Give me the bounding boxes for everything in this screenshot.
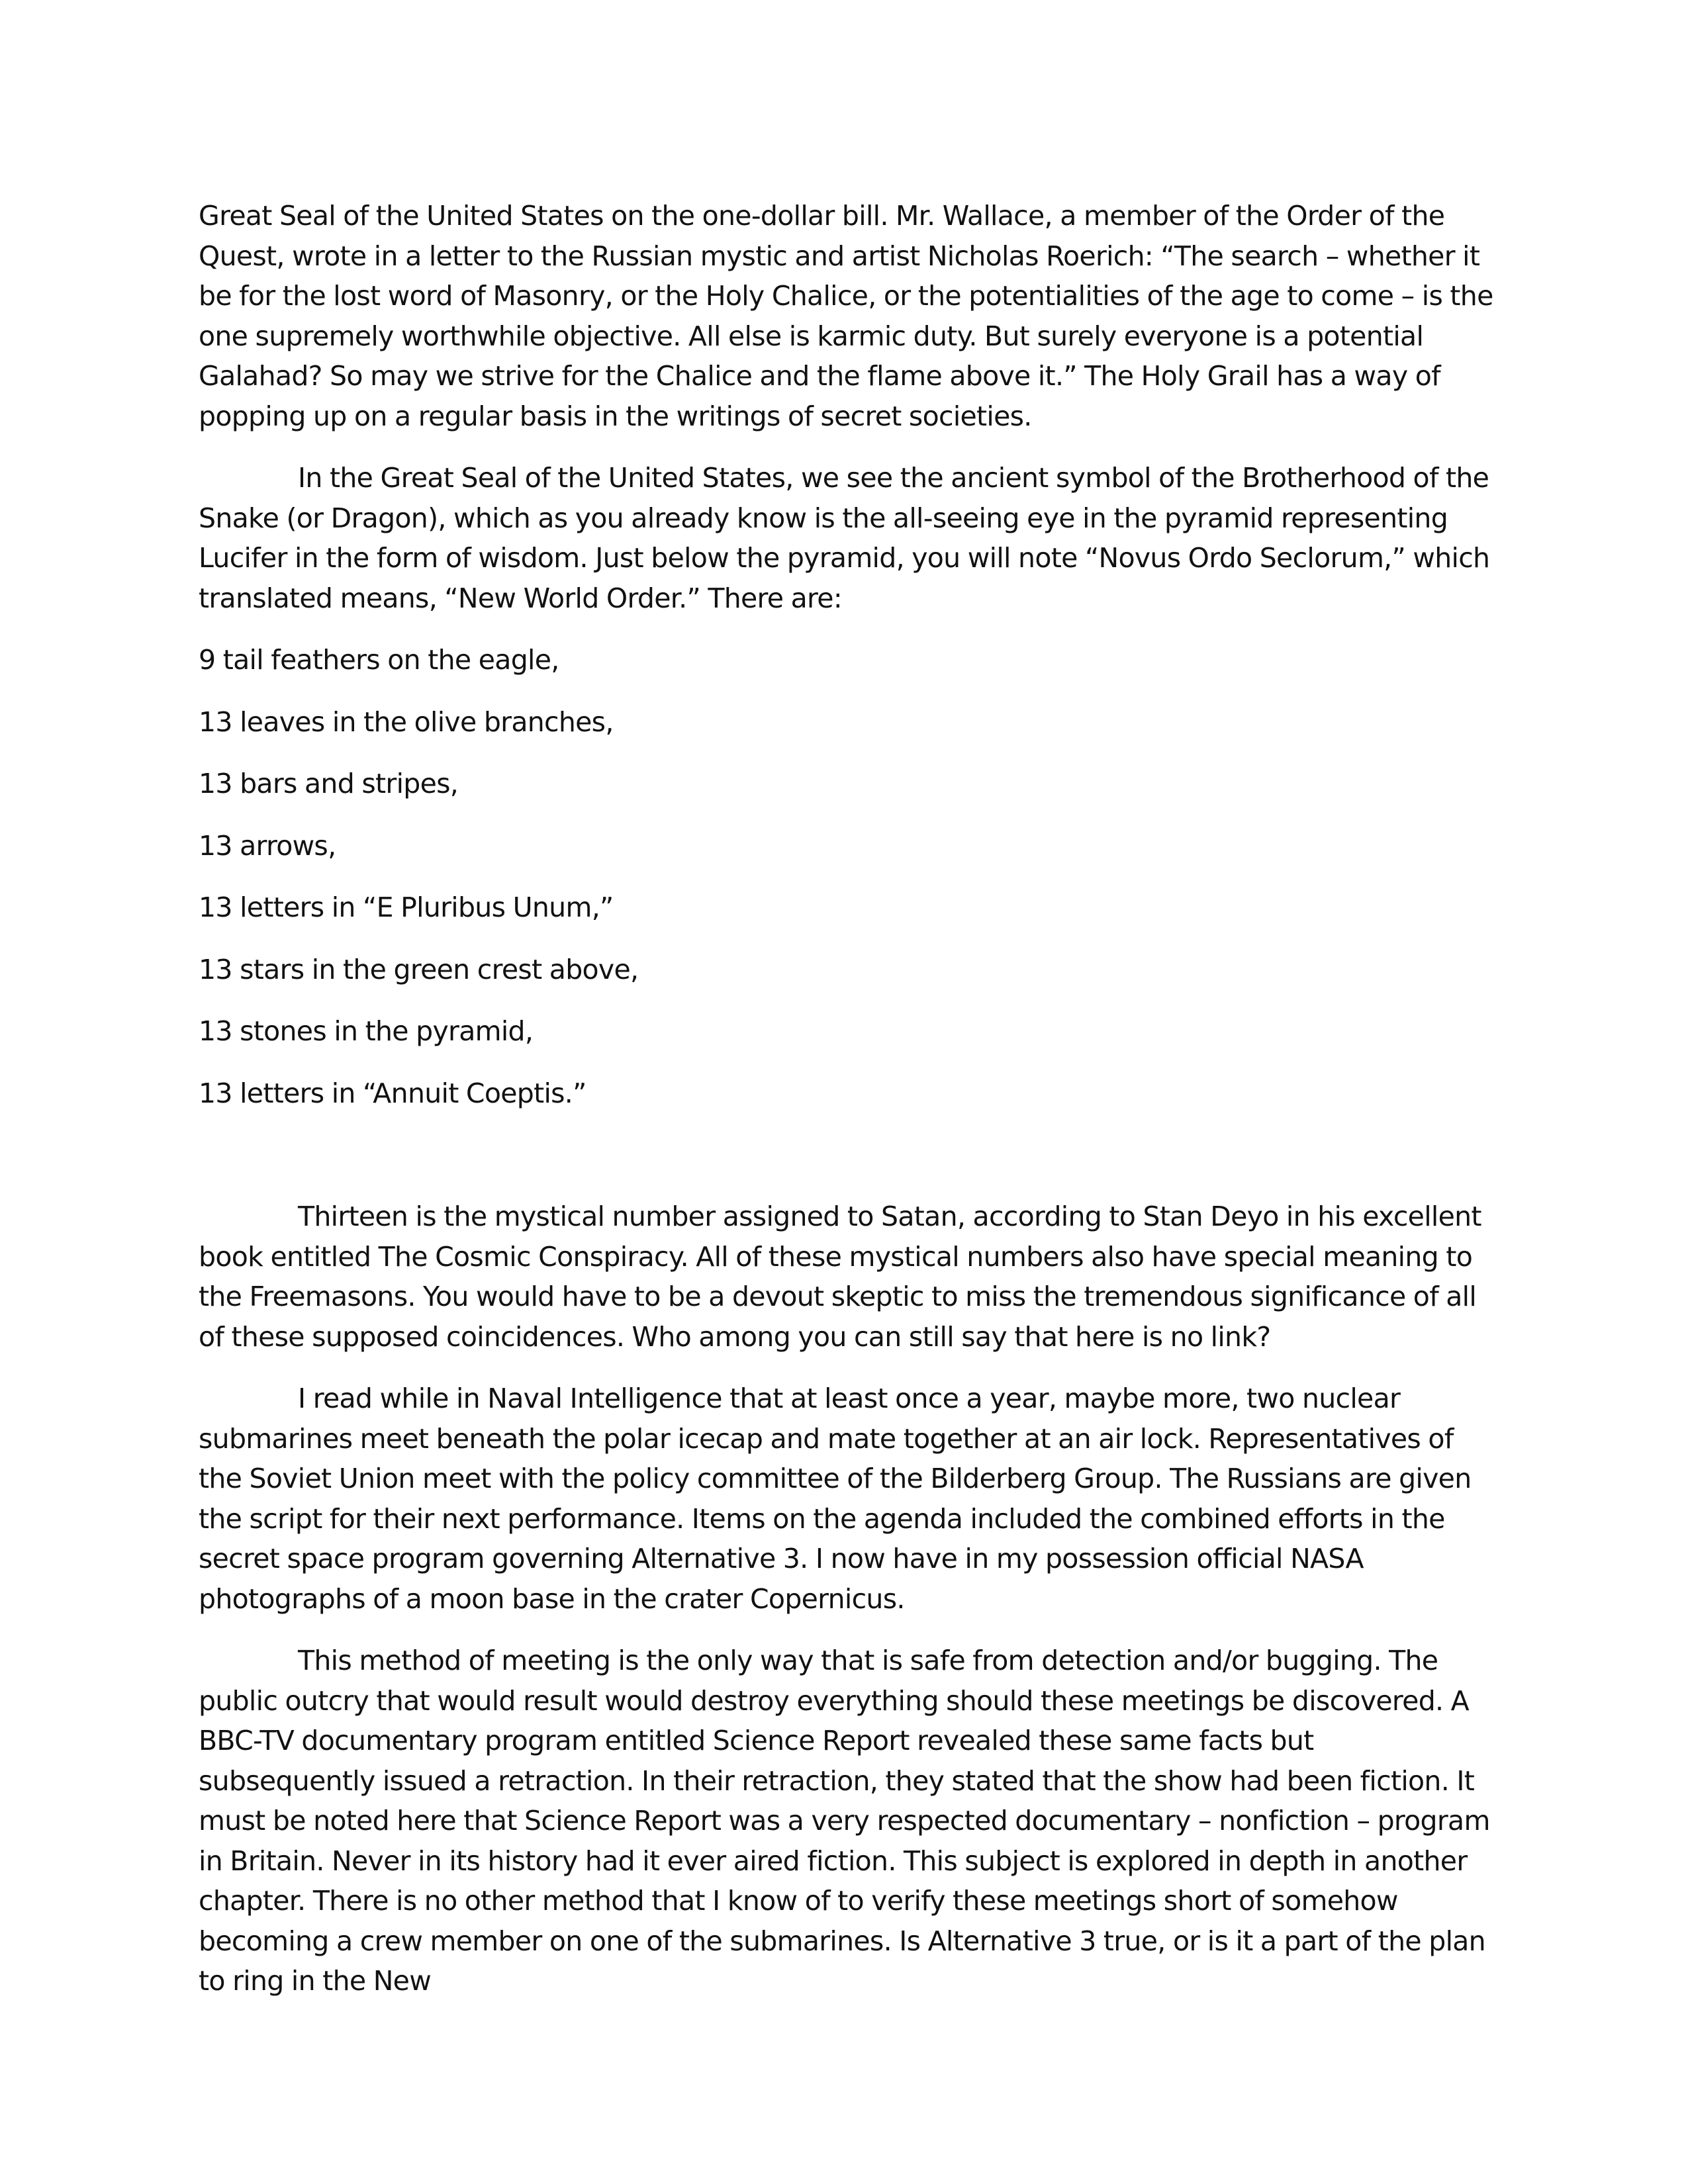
list-item: 13 stars in the green crest above, [199,953,639,985]
thirteen-list [199,640,1496,1113]
list-item: 13 letters in “E Pluribus Unum,” [199,891,614,923]
list-item: 13 letters in “Annuit Coeptis.” [199,1077,586,1109]
paragraph-brotherhood-snake: In the Great Seal of the United States, we see the ancient symbol of the Brotherhood of the Snake (or Dragon), which as you already know is the all-seeing eye in the pyramid representing Lucifer in the form of wisdom. Just below the pyramid, you will note “Novus Ordo Seclorum,” which translated means, “New World Order.” There are: [199,462,1490,614]
blank-line [199,1135,1496,1197]
list-item: 13 arrows, [199,829,336,862]
list-item: 9 tail feathers on the eagle, [199,644,559,676]
paragraph-naval-intelligence: I read while in Naval Intelligence that at least once a year, maybe more, two nuclear submarines meet beneath the polar icecap and mate together at an air lock. Representatives of the Soviet Union meet with the policy committee of the Bilderberg Group. The Russians are given the script for their next performance. Items on the agenda included the combined efforts in the secret space program governing Alternative 3. I now have in my possession official NASA photographs of a moon base in the crater Copernicus. [199,1383,1472,1615]
document-body [199,196,1496,2023]
list-item: 13 stones in the pyramid, [199,1015,534,1047]
paragraph-great-seal-quest: Great Seal of the United States on the one-dollar bill. Mr. Wallace, a member of the Order of the Quest, wrote in a letter to the Russian mystic and artist Nicholas Roerich: “The search – whether it be for the lost word of Masonry, or the Holy Chalice, or the potentialities of the age to come – is the one supremely worthwhile objective. All else is karmic duty. But surely everyone is a potential Galahad? So may we strive for the Chalice and the flame above it.” The Holy Grail has a way of popping up on a regular basis in the writings of secret societies. [199,200,1493,432]
paragraph-meeting-method: This method of meeting is the only way that is safe from detection and/or bugging. The public outcry that would result would destroy everything should these meetings be discovered. A BBC-TV documentary program entitled Science Report revealed these same facts but subsequently issued a retraction. In their retraction, they stated that the show had been fiction. It must be noted here that Science Report was a very respected documentary – nonfiction – program in Britain. Never in its history had it ever aired fiction. This subject is explored in depth in another chapter. There is no other method that I know of to verify these meetings short of somehow becoming a crew member on one of the submarines. Is Alternative 3 true, or is it a part of the plan to ring in the New [199,1645,1490,1997]
list-item: 13 leaves in the olive branches, [199,705,614,738]
list-item: 13 bars and stripes, [199,768,459,799]
paragraph-thirteen-satan: Thirteen is the mystical number assigned to Satan, according to Stan Deyo in his excellent book entitled The Cosmic Conspiracy. All of these mystical numbers also have special meaning to the Freemasons. You would have to be a devout skeptic to miss the tremendous significance of all of these supposed coincidences. Who among you can still say that here is no link? [199,1201,1481,1353]
